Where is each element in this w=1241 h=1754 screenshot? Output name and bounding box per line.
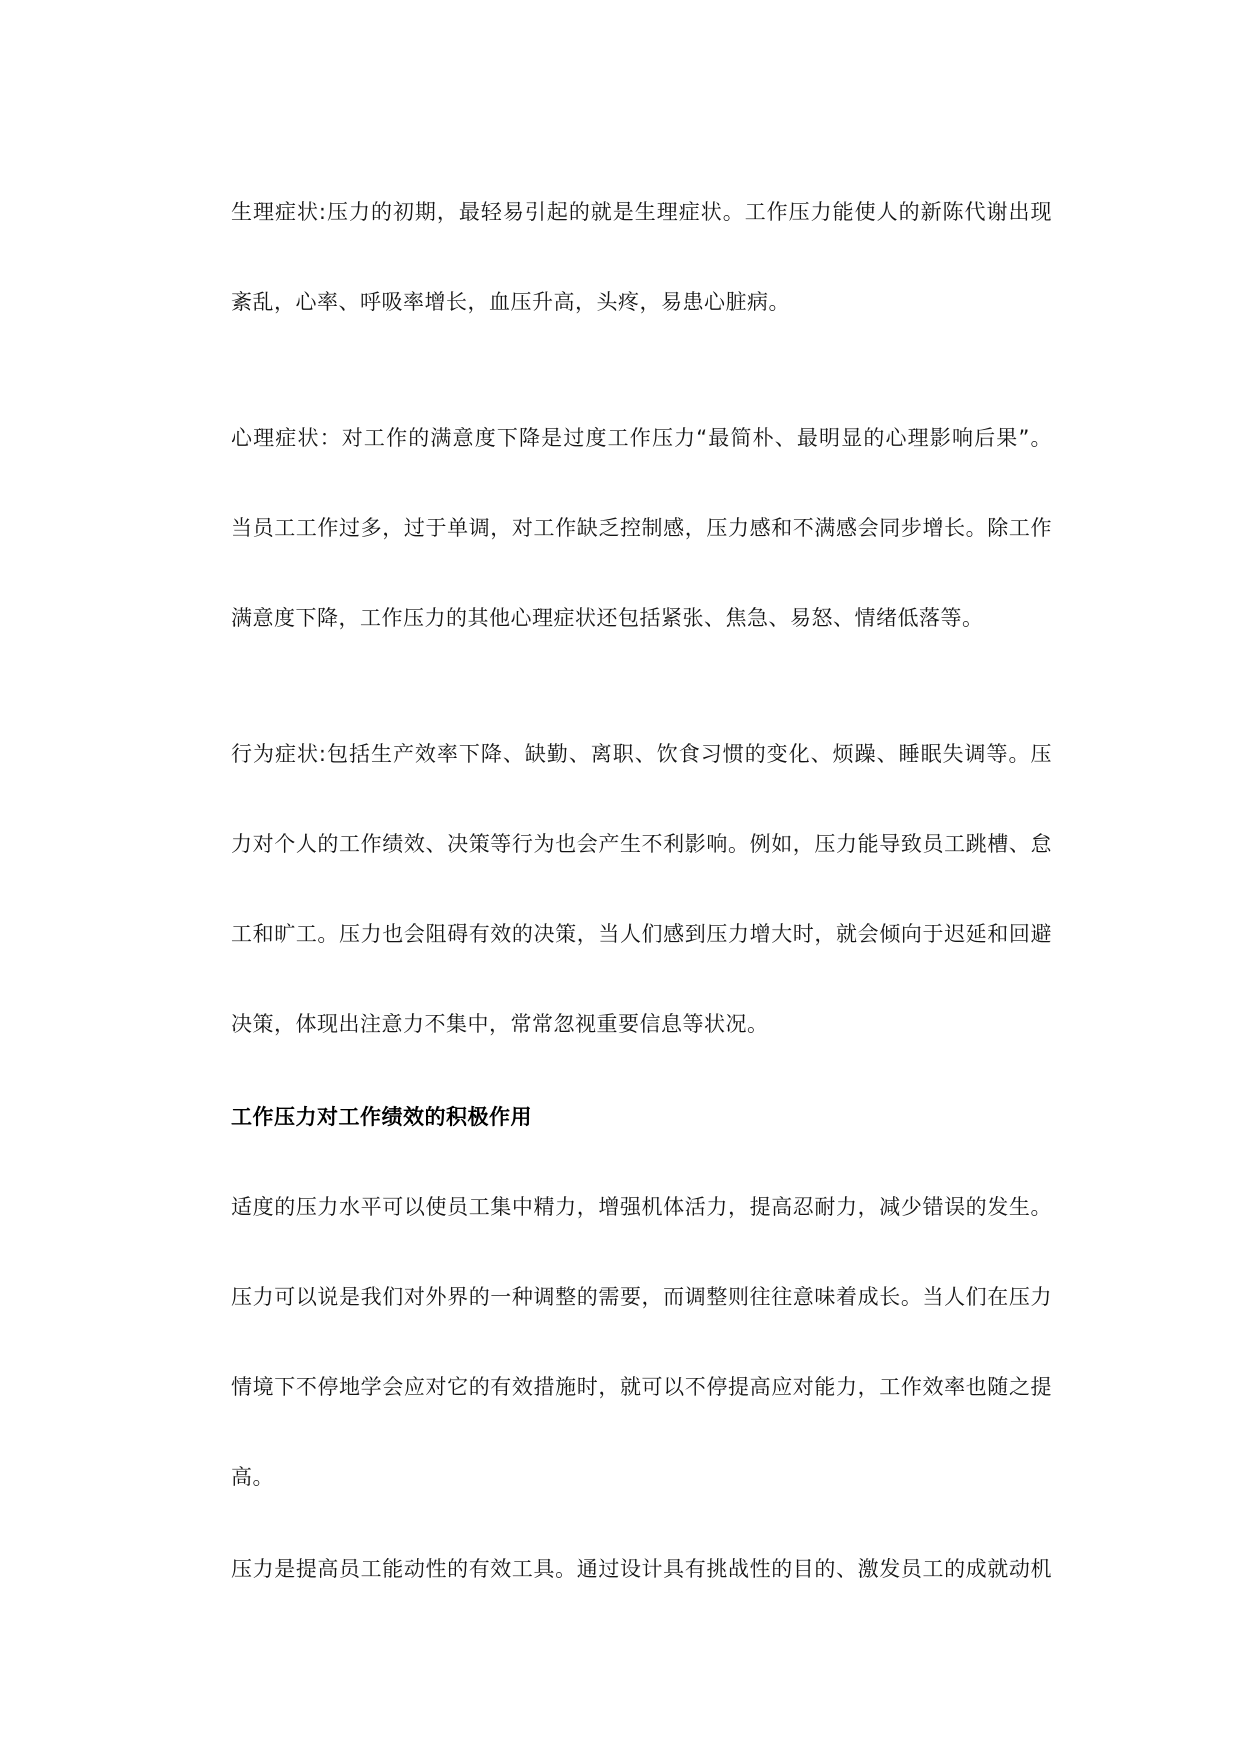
paragraph-line: 高。 — [231, 1465, 274, 1489]
document-body — [231, 167, 1052, 1614]
paragraph-line: 力对个人的工作绩效、决策等行为也会产生不利影响。例如，压力能导致员工跳槽、怠 — [231, 832, 1052, 856]
paragraph-line: 压力是提高员工能动性的有效工具。通过设计具有挑战性的目的、激发员工的成就动机 — [231, 1557, 1052, 1581]
paragraph-physiological-symptoms — [231, 167, 1052, 347]
paragraph-line: 决策，体现出注意力不集中，常常忽视重要信息等状况。 — [231, 1012, 769, 1036]
paragraph-line: 压力可以说是我们对外界的一种调整的需要，而调整则往往意味着成长。当人们在压力 — [231, 1285, 1052, 1309]
paragraph-line: 行为症状:包括生产效率下降、缺勤、离职、饮食习惯的变化、烦躁、睡眠失调等。压 — [231, 742, 1052, 766]
paragraph-motivation-tool — [231, 1524, 1052, 1614]
paragraph-line: 情境下不停地学会应对它的有效措施时，就可以不停提高应对能力，工作效率也随之提 — [231, 1375, 1052, 1399]
paragraph-line: 满意度下降，工作压力的其他心理症状还包括紧张、焦急、易怒、情绪低落等。 — [231, 606, 984, 630]
paragraph-line: 生理症状:压力的初期，最轻易引起的就是生理症状。工作压力能使人的新陈代谢出现 — [231, 200, 1052, 224]
paragraph-line: 心理症状：对工作的满意度下降是过度工作压力“最简朴、最明显的心理影响后果”。 — [231, 426, 1052, 450]
section-heading: 工作压力对工作绩效的积极作用 — [231, 1105, 532, 1129]
paragraph-psychological-symptoms — [231, 393, 1052, 663]
paragraph-behavioral-symptoms — [231, 709, 1052, 1069]
paragraph-line: 当员工工作过多，过于单调，对工作缺乏控制感，压力感和不满感会同步增长。除工作 — [231, 516, 1052, 540]
paragraph-moderate-pressure — [231, 1162, 1052, 1522]
paragraph-line: 工和旷工。压力也会阻碍有效的决策，当人们感到压力增大时，就会倾向于迟延和回避 — [231, 922, 1052, 946]
paragraph-line: 适度的压力水平可以使员工集中精力，增强机体活力，提高忍耐力，减少错误的发生。 — [231, 1195, 1052, 1219]
paragraph-line: 紊乱，心率、呼吸率增长，血压升高，头疼，易患心脏病。 — [231, 290, 790, 314]
